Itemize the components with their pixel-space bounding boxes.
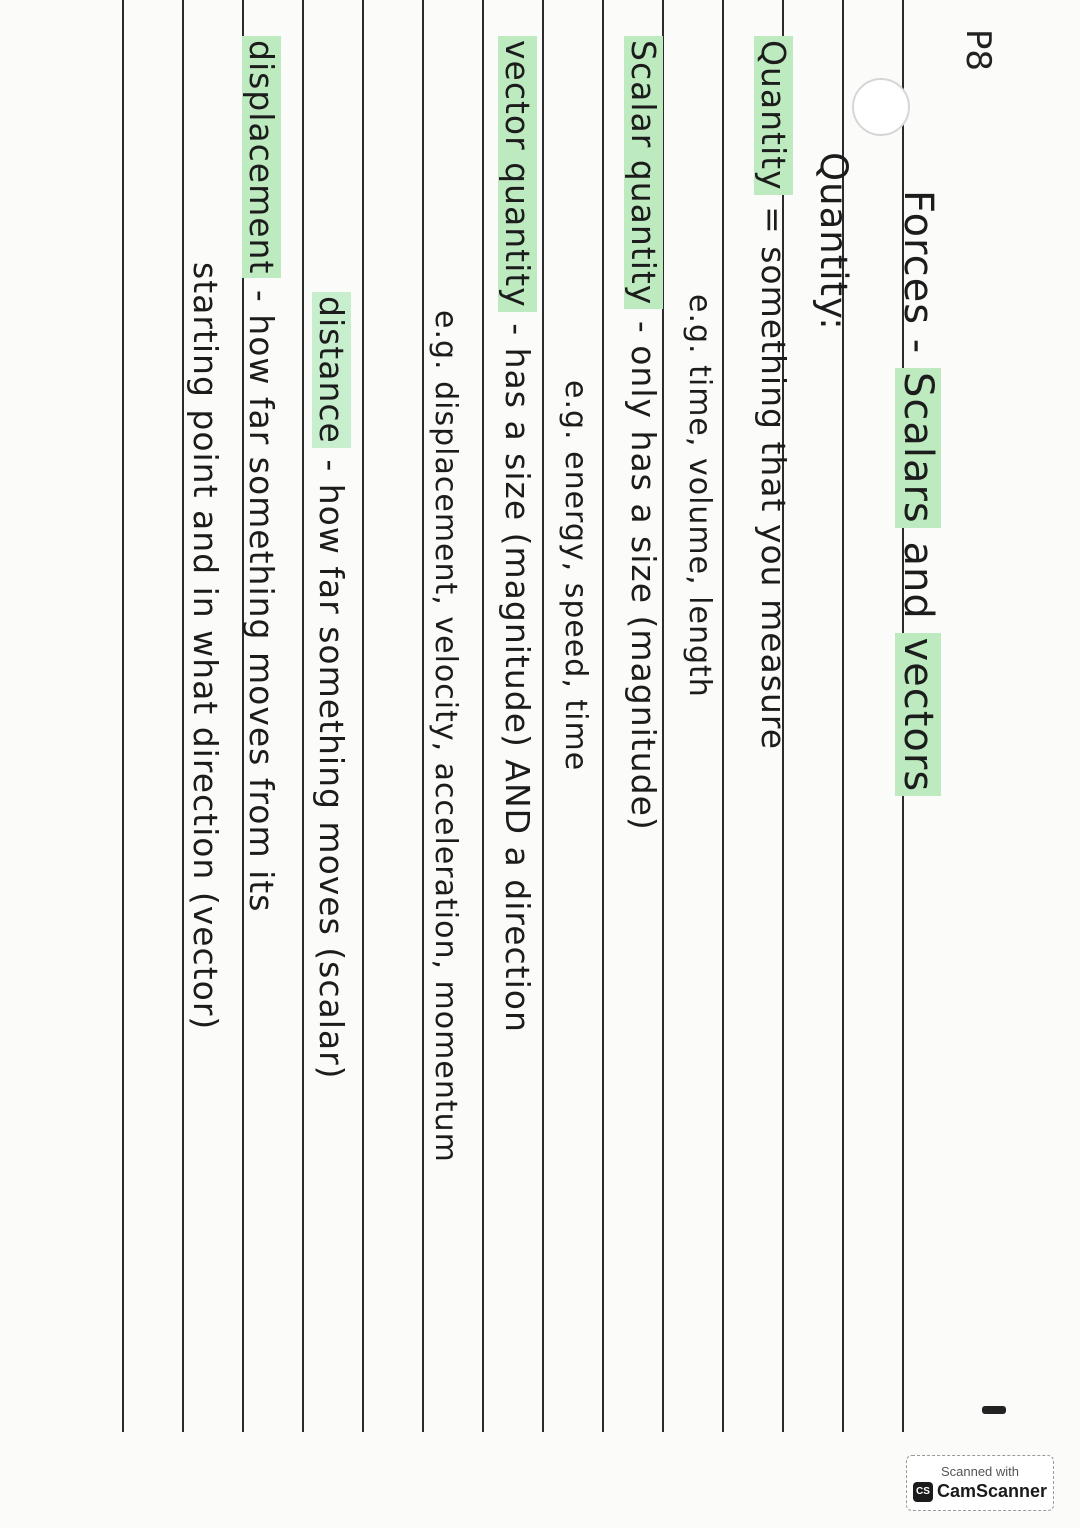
displacement-continuation: starting point and in what direction (vector) [186,262,225,1031]
badge-brand: CamScanner [936,1481,1048,1501]
page-title [895,190,941,796]
displacement-definition [242,36,281,913]
distance-definition [312,292,351,1080]
displacement-term: displacement [242,36,281,278]
ruled-line [422,0,424,1432]
vector-example: e.g. displacement, velocity, acceleration, momentum [428,310,463,1163]
vector-definition [498,36,537,1033]
title-scalars: Scalars [895,368,941,528]
distance-text: - how far something moves (scalar) [312,447,351,1080]
vector-text: - has a size (magnitude) AND a direction [498,311,537,1033]
ruled-line [602,0,604,1432]
scalar-term: Scalar quantity [624,36,663,309]
ruled-line [122,0,124,1432]
ruled-line [302,0,304,1432]
scalar-example: e.g. energy, speed, time [558,380,593,772]
punch-hole [852,78,910,136]
displacement-text: - how far something moves from its [242,278,281,913]
title-dash: - [895,325,941,368]
title-vectors: vectors [895,633,941,796]
scalar-definition [624,36,663,831]
badge-caption: Scanned with [940,1464,1020,1479]
ruled-line [482,0,484,1432]
ruled-line [542,0,544,1432]
quantity-term: Quantity [754,36,793,195]
title-forces: Forces [895,190,941,326]
quantity-example: e.g. time, volume, length [682,294,717,698]
ruled-line [362,0,364,1432]
quantity-definition [754,36,793,750]
title-and: and [895,527,941,634]
quantity-heading: Quantity: [812,152,855,331]
ruled-line [182,0,184,1432]
camscanner-badge [906,1455,1054,1511]
margin-mark [982,1406,1006,1414]
quantity-text: = something that you measure [754,194,793,750]
page-number: P8 [958,28,998,72]
vector-term: vector quantity [498,36,537,312]
badge-brand-row [913,1481,1047,1502]
distance-term: distance [312,292,351,448]
camscanner-logo-icon: CS [913,1482,933,1502]
scalar-text: - only has a size (magnitude) [624,309,663,831]
ruled-line [722,0,724,1432]
